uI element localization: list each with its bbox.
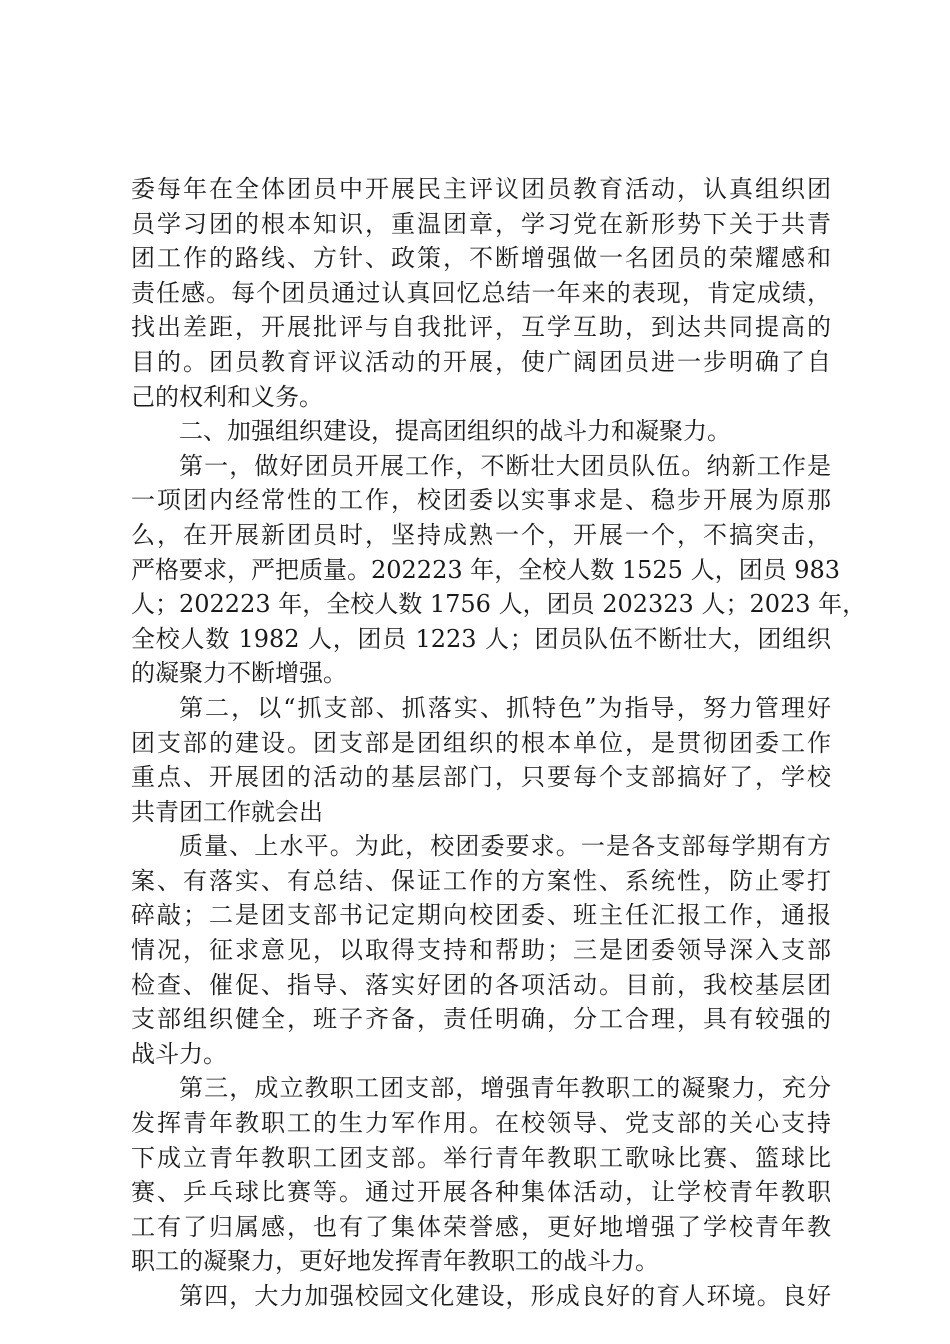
text-line: 团支部的建设。团支部是团组织的根本单位，是贯彻团委工作 — [131, 728, 831, 757]
text-line: 质量、上水平。为此，校团委要求。一是各支部每学期有方 — [179, 832, 831, 861]
text-line: 己的权利和义务。 — [131, 382, 323, 411]
text-line: 二、加强组织建设，提高团组织的战斗力和凝聚力。 — [179, 417, 731, 446]
text-line: 共青团工作就会出 — [131, 797, 323, 826]
text-line: 赛、乒乓球比赛等。通过开展各种集体活动，让学校青年教职 — [131, 1178, 831, 1207]
text-line: 的凝聚力不断增强。 — [131, 659, 347, 688]
body-text — [131, 172, 867, 1314]
text-line: 发挥青年教职工的生力军作用。在校领导、党支部的关心支持 — [131, 1109, 831, 1138]
text-line: 支部组织健全，班子齐备，责任明确，分工合理，具有较强的 — [131, 1005, 831, 1034]
text-line: 案、有落实、有总结、保证工作的方案性、系统性，防止零打 — [131, 866, 831, 895]
text-line: 检查、催促、指导、落实好团的各项活动。目前，我校基层团 — [131, 970, 831, 999]
text-line: 第三，成立教职工团支部，增强青年教职工的凝聚力，充分 — [179, 1074, 831, 1103]
text-line: 找出差距，开展批评与自我批评，互学互助，到达共同提高的 — [131, 313, 831, 342]
text-line: 严格要求，严把质量。202223 年，全校人数 1525 人，团员 983 — [131, 555, 841, 584]
text-line: 团工作的路线、方针、政策，不断增强做一名团员的荣耀感和 — [131, 244, 831, 273]
text-line: 职工的凝聚力，更好地发挥青年教职工的战斗力。 — [131, 1247, 659, 1276]
text-line: 人；202223 年，全校人数 1756 人，团员 202323 人；2023 年， — [131, 590, 867, 619]
text-line: 目的。团员教育评议活动的开展，使广阔团员进一步明确了自 — [131, 347, 831, 376]
text-line: 一项团内经常性的工作，校团委以实事求是、稳步开展为原那 — [131, 486, 831, 515]
text-line: 第二，以“抓支部、抓落实、抓特色”为指导，努力管理好 — [179, 693, 831, 722]
text-line: 责任感。每个团员通过认真回忆总结一年来的表现，肯定成绩， — [131, 278, 831, 307]
text-line: 么，在开展新团员时，坚持成熟一个，开展一个，不搞突击， — [131, 520, 831, 549]
text-line: 第一，做好团员开展工作，不断壮大团员队伍。纳新工作是 — [179, 451, 831, 480]
text-line: 下成立青年教职工团支部。举行青年教职工歌咏比赛、篮球比 — [131, 1143, 831, 1172]
text-line: 碎敲；二是团支部书记定期向校团委、班主任汇报工作，通报 — [131, 901, 831, 930]
text-line: 情况，征求意见，以取得支持和帮助；三是团委领导深入支部 — [131, 936, 831, 965]
text-line: 战斗力。 — [131, 1039, 227, 1068]
text-line: 员学习团的根本知识，重温团章，学习党在新形势下关于共青 — [131, 209, 831, 238]
text-line: 工有了归属感，也有了集体荣誉感，更好地增强了学校青年教 — [131, 1212, 831, 1241]
text-line: 委每年在全体团员中开展民主评议团员教育活动，认真组织团 — [131, 175, 831, 203]
text-line: 全校人数 1982 人，团员 1223 人；团员队伍不断壮大，团组织 — [131, 624, 831, 653]
text-line: 第四，大力加强校园文化建设，形成良好的育人环境。良好 — [179, 1282, 831, 1310]
text-line: 重点、开展团的活动的基层部门，只要每个支部搞好了，学校 — [131, 763, 831, 792]
